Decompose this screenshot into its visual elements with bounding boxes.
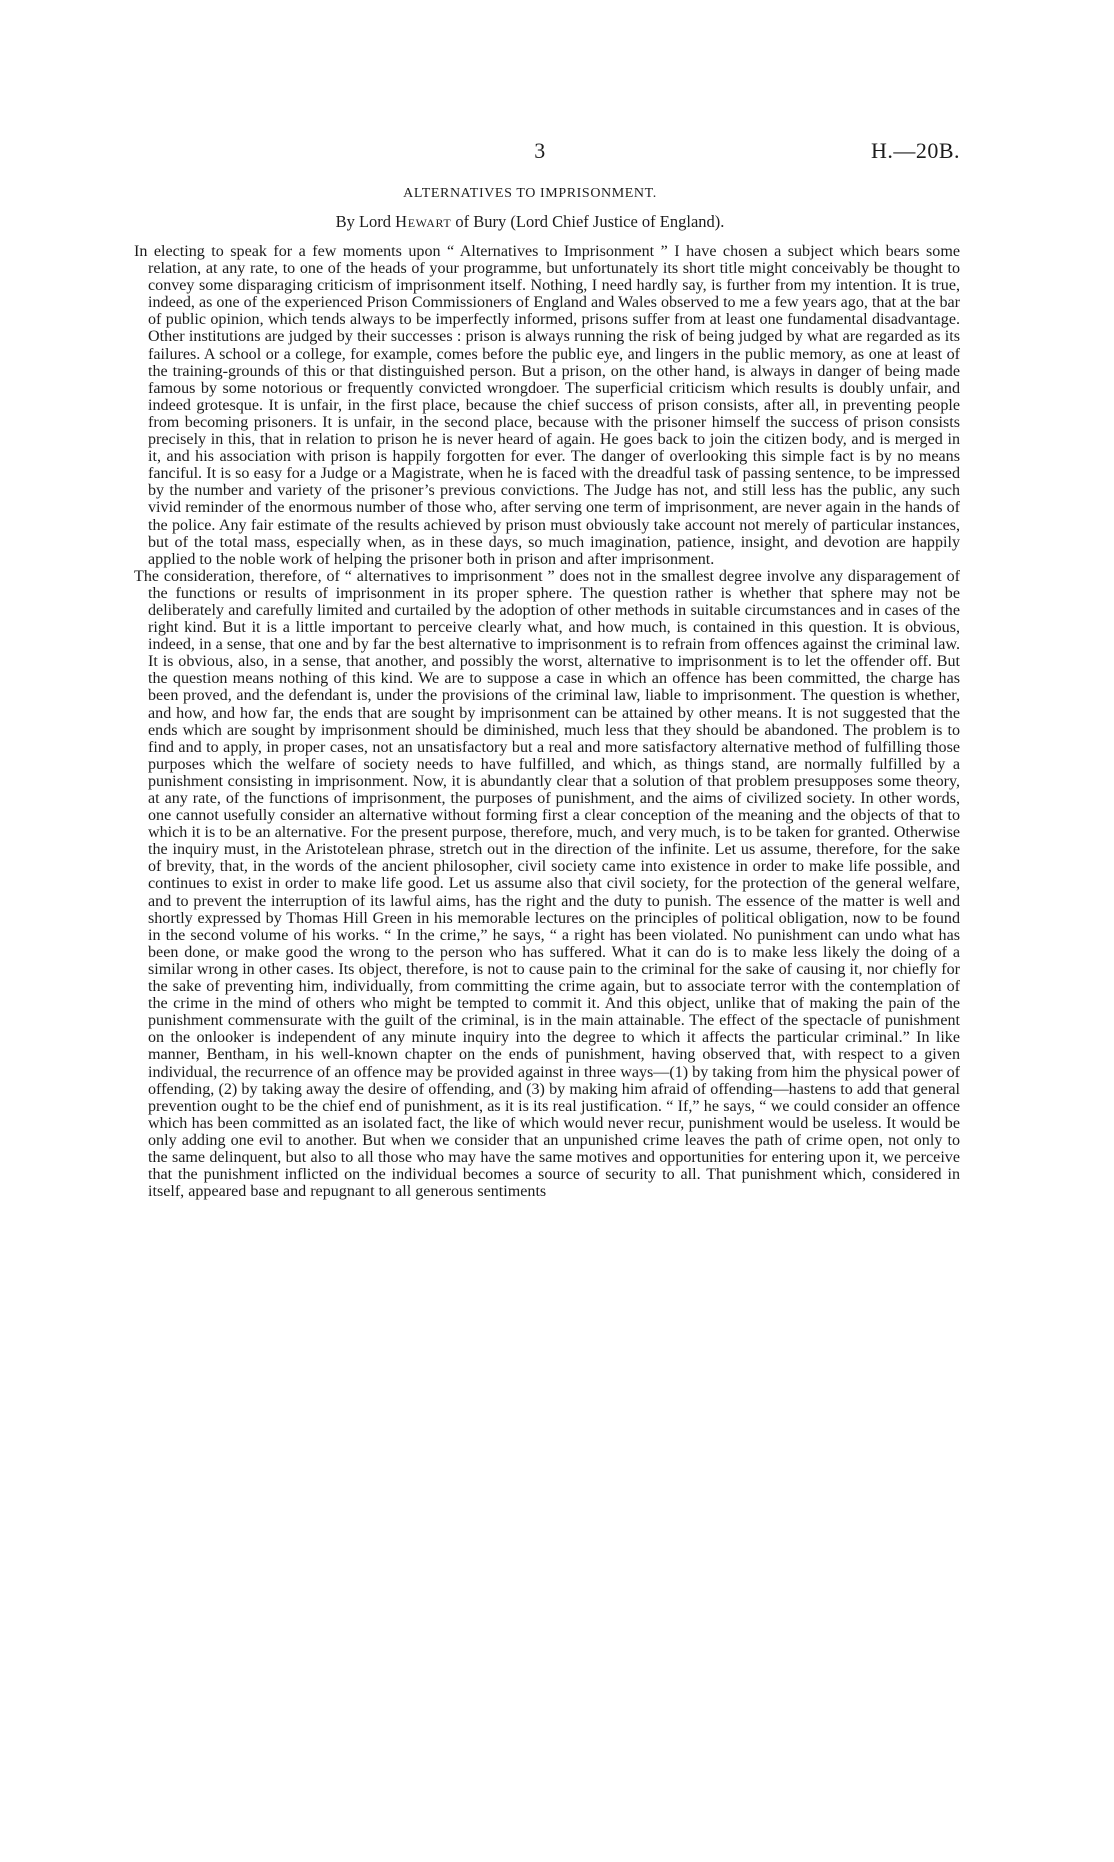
- byline-author-name: Hewart: [395, 212, 452, 231]
- body-paragraph-1: In electing to speak for a few moments upon “ Alternatives to Imprisonment ” I have chosen a subject which bears some relation, at any rate, to one of the heads of your programme, but unfortunately its short title might conceivably be thought to convey some disparaging criticism of imprisonment itself. Nothing, I need hardly say, is further from my intention. It is true, indeed, as one of the experienced Prison Commissioners of England and Wales observed to me a few years ago, that at the bar of public opinion, which tends always to be imperfectly informed, prisons suffer from at least one fundamental disadvantage. Other institutions are judged by their successes : prison is always running the risk of being judged by what are regarded as its failures. A school or a college, for example, comes before the public eye, and lingers in the public memory, as one at least of the training-grounds of this or that distinguished person. But a prison, on the other hand, is always in danger of being made famous by some notorious or frequently convicted wrongdoer. The superficial criticism which results is doubly unfair, and indeed grotesque. It is unfair, in the first place, because the chief success of prison consists, after all, in preventing people from becoming prisoners. It is unfair, in the second place, because with the prisoner himself the success of prison consists precisely in this, that in relation to prison he is never heard of again. He goes back to join the citizen body, and is merged in it, and his association with prison is happily forgotten for ever. The danger of overlooking this simple fact is by no means fanciful. It is so easy for a Judge or a Magistrate, when he is faced with the dreadful task of passing sentence, to be impressed by the number and variety of the prisoner’s previous convictions. The Judge has not, and still less has the public, any such vivid reminder of the enormous number of those who, after serving one term of imprisonment, are never again in the hands of the police. Any fair estimate of the results achieved by prison must obviously take account not merely of particular instances, but of the total mass, especially when, as in these days, so much imagination, patience, insight, and devotion are happily applied to the noble work of helping the prisoner both in prison and after imprisonment.: [134, 243, 960, 568]
- article-byline: [100, 212, 960, 232]
- page-number: 3: [534, 138, 546, 163]
- document-reference: H.—20B.: [870, 138, 960, 163]
- byline-prefix: By Lord: [335, 212, 396, 231]
- byline-suffix: of Bury (Lord Chief Justice of England).: [451, 212, 725, 231]
- body-paragraph-2: The consideration, therefore, of “ alternatives to imprisonment ” does not in the smallest degree involve any disparagement of the functions or results of imprisonment in its proper sphere. The question rather is whether that sphere may not be deliberately and carefully limited and curtailed by the adoption of other methods in suitable circumstances and in cases of the right kind. But it is a little important to perceive clearly what, and how much, is contained in this question. It is obvious, indeed, in a sense, that one and by far the best alternative to imprisonment is to refrain from offences against the criminal law. It is obvious, also, in a sense, that another, and possibly the worst, alternative to imprisonment is to let the offender off. But the question means nothing of this kind. We are to suppose a case in which an offence has been committed, the charge has been proved, and the defendant is, under the provisions of the criminal law, liable to imprisonment. The question is whether, and how, and how far, the ends that are sought by imprisonment can be attained by other means. It is not suggested that the ends which are sought by imprisonment should be diminished, much less that they should be abandoned. The problem is to find and to apply, in proper cases, not an unsatisfactory but a real and more satisfactory alternative method of fulfilling those purposes which the welfare of society needs to have fulfilled, and which, as things stand, are normally fulfilled by a punishment consisting in imprisonment. Now, it is abundantly clear that a solution of that problem presupposes some theory, at any rate, of the functions of imprisonment, the purposes of punishment, and the aims of civilized society. In other words, one cannot usefully consider an alternative without forming first a clear conception of the meaning and the objects of that to which it is to be an alternative. For the present purpose, therefore, much, and very much, is to be taken for granted. Otherwise the inquiry must, in the Aristotelean phrase, stretch out in the direction of the infinite. Let us assume, therefore, for the sake of brevity, that, in the words of the ancient philosopher, civil society came into existence in order to make life possible, and continues to exist in order to make life good. Let us assume also that civil society, for the protection of the general welfare, and to prevent the interruption of its lawful aims, has the right and the duty to punish. The essence of the matter is well and shortly expressed by Thomas Hill Green in his memorable lectures on the principles of political obligation, now to be found in the second volume of his works. “ In the crime,” he says, “ a right has been violated. No punishment can undo what has been done, or make good the wrong to the person who has suffered. What it can do is to make less likely the doing of a similar wrong in other cases. Its object, therefore, is not to cause pain to the criminal for the sake of causing it, nor chiefly for the sake of preventing him, individually, from committing the crime again, but to associate terror with the contemplation of the crime in the mind of others who might be tempted to commit it. And this object, unlike that of making the pain of the punishment commensurate with the guilt of the criminal, is in the main attainable. The effect of the spectacle of punishment on the onlooker is independent of any minute inquiry into the degree to which it affects the particular criminal.” In like manner, Bentham, in his well-known chapter on the ends of punishment, having observed that, with respect to a given individual, the recurrence of an offence may be provided against in three ways—(1) by taking from him the physical power of offending, (2) by taking away the desire of offending, and (3) by making him afraid of offending—hastens to add that general prevention ought to be the chief end of punishment, as it is its real justification. “ If,” he says, “ we could consider an offence which has been committed as an isolated fact, the like of which would never recur, punishment would be useless. It would be only adding one evil to another. But when we consider that an unpunished crime leaves the path of crime open, not only to the same delinquent, but also to all those who may have the same motives and opportunities for entering upon it, we perceive that the punishment inflicted on the individual becomes a source of security to all. That punishment which, considered in itself, appeared base and repugnant to all generous sentiments: [134, 567, 960, 1201]
- article-title: ALTERNATIVES TO IMPRISONMENT.: [403, 186, 657, 201]
- article-body: [134, 243, 960, 1200]
